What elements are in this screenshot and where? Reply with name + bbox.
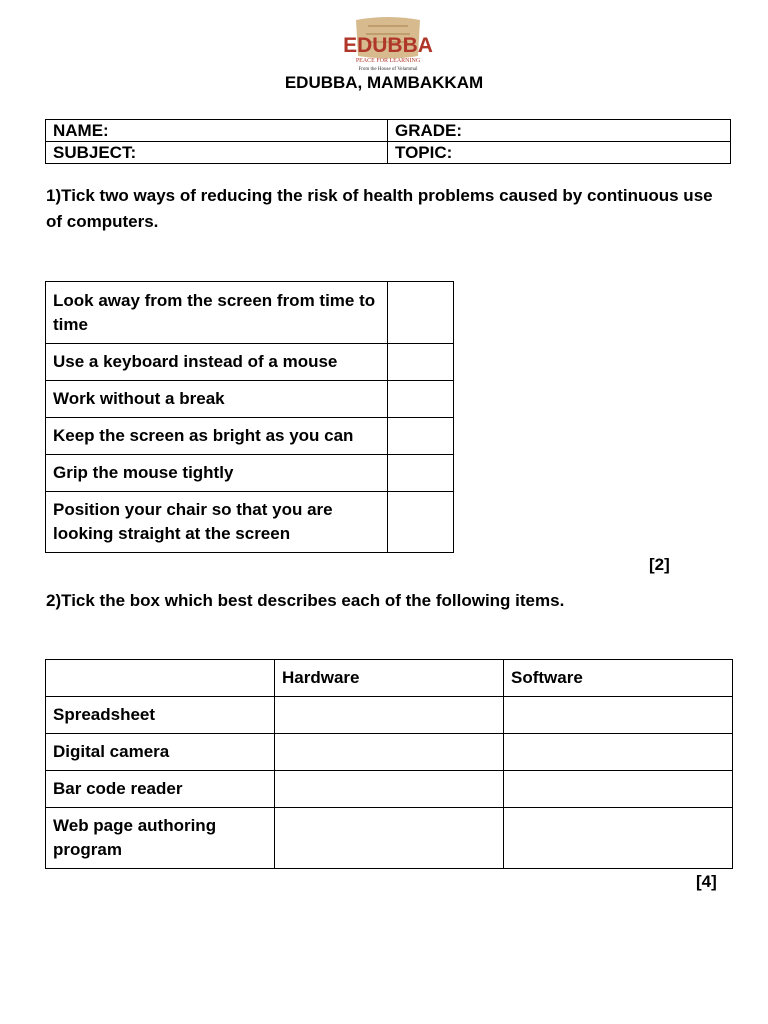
option-label: Keep the screen as bright as you can xyxy=(46,418,388,455)
tick-box[interactable] xyxy=(387,381,453,418)
table-row xyxy=(46,455,454,492)
software-tick-box[interactable] xyxy=(504,697,733,734)
software-tick-box[interactable] xyxy=(504,734,733,771)
column-header-software: Software xyxy=(504,660,733,697)
question-2-marks: [4] xyxy=(696,872,717,891)
hardware-tick-box[interactable] xyxy=(275,808,504,869)
name-field[interactable]: NAME: xyxy=(46,120,388,142)
column-header-item xyxy=(46,660,275,697)
item-label: Web page authoring program xyxy=(46,808,275,869)
table-row xyxy=(46,282,454,344)
item-label: Digital camera xyxy=(46,734,275,771)
software-tick-box[interactable] xyxy=(504,771,733,808)
option-label: Grip the mouse tightly xyxy=(46,455,388,492)
table-row xyxy=(46,808,733,869)
edubba-logo xyxy=(338,16,438,71)
table-row xyxy=(46,697,733,734)
question-1-table xyxy=(45,281,454,553)
tick-box[interactable] xyxy=(387,282,453,344)
question-2-table xyxy=(45,659,733,869)
option-label: Position your chair so that you are looking straight at the screen xyxy=(46,492,388,553)
tick-box[interactable] xyxy=(387,455,453,492)
item-label: Bar code reader xyxy=(46,771,275,808)
option-label: Work without a break xyxy=(46,381,388,418)
option-label: Use a keyboard instead of a mouse xyxy=(46,344,388,381)
student-info-table xyxy=(45,119,731,164)
tick-box[interactable] xyxy=(387,418,453,455)
table-header-row xyxy=(46,660,733,697)
table-row xyxy=(46,771,733,808)
table-row xyxy=(46,734,733,771)
topic-field[interactable]: TOPIC: xyxy=(388,142,731,164)
table-row xyxy=(46,492,454,553)
table-row xyxy=(46,344,454,381)
school-name: EDUBBA, MAMBAKKAM xyxy=(284,73,484,92)
question-2-text: 2)Tick the box which best describes each of the following items. xyxy=(46,591,565,610)
hardware-tick-box[interactable] xyxy=(275,734,504,771)
tick-box[interactable] xyxy=(387,344,453,381)
svg-text:PEACE FOR LEARNING: PEACE FOR LEARNING xyxy=(355,58,421,64)
hardware-tick-box[interactable] xyxy=(275,771,504,808)
question-1-text: 1)Tick two ways of reducing the risk of health problems caused by continuous use of computers. xyxy=(46,186,713,231)
question-1-marks: [2] xyxy=(649,555,670,574)
column-header-hardware: Hardware xyxy=(275,660,504,697)
item-label: Spreadsheet xyxy=(46,697,275,734)
svg-text:From the House of Velammal: From the House of Velammal xyxy=(358,67,418,71)
subject-field[interactable]: SUBJECT: xyxy=(46,142,388,164)
grade-field[interactable]: GRADE: xyxy=(388,120,731,142)
svg-text:EDUBBA: EDUBBA xyxy=(343,34,433,57)
software-tick-box[interactable] xyxy=(504,808,733,869)
tick-box[interactable] xyxy=(387,492,453,553)
table-row xyxy=(46,381,454,418)
hardware-tick-box[interactable] xyxy=(275,697,504,734)
option-label: Look away from the screen from time to time xyxy=(46,282,388,344)
table-row xyxy=(46,418,454,455)
